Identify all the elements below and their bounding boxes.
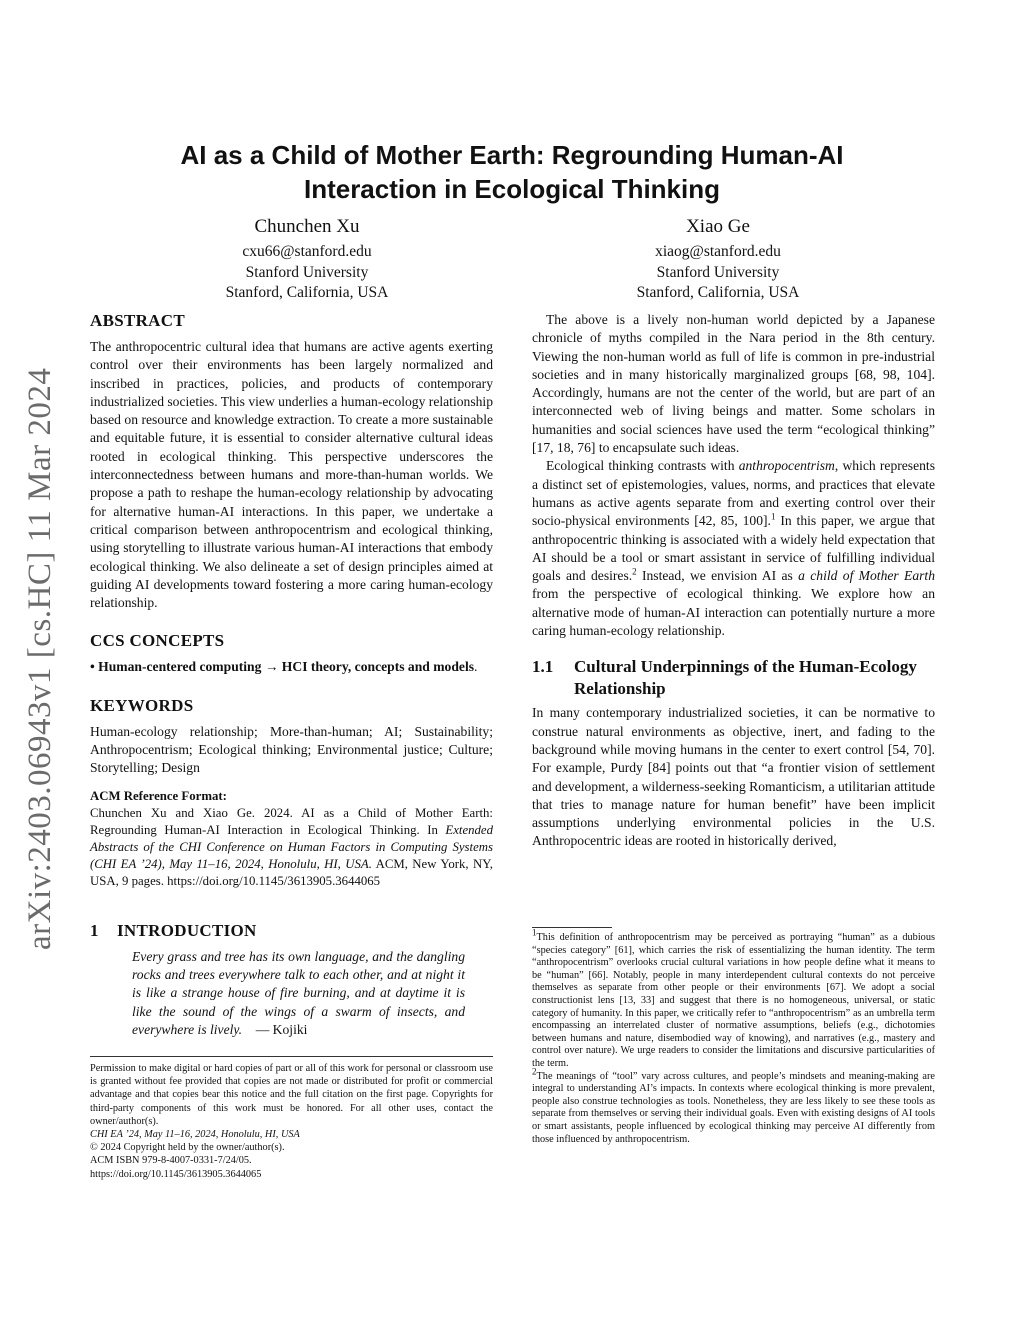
p2-c: , which represents a distinct set of epistemologies, values, norms, and practices that elevate humans as active agents separate from and exerting control over their socio-physical environments [42, 85, 100]. xyxy=(532,458,935,529)
subsection-heading xyxy=(532,656,935,700)
footnote-mark: 2 xyxy=(532,1066,537,1077)
p2-e: Instead, we envision AI as xyxy=(636,568,799,584)
isbn-line: ACM ISBN 979-8-4007-0331-7/24/05. xyxy=(90,1155,252,1167)
intro-number: 1 xyxy=(90,920,99,940)
intro-heading xyxy=(90,920,493,942)
acm-ref-tail: ACM, New York, NY, USA, 9 pages. https://doi.org/10.1145/3613905.3644065 xyxy=(90,856,493,888)
doi-link[interactable]: https://doi.org/10.1145/3613905.3644065 xyxy=(90,1168,262,1180)
acm-ref-italic: Extended Abstracts of the CHI Conference on Human Factors in Computing Systems (CHI EA ’24), May 11–16, 2024, Honolulu, HI, USA. xyxy=(90,822,493,871)
arxiv-stamp: arXiv:2403.06943v1 [cs.HC] 11 Mar 2024 xyxy=(22,367,58,950)
title-line-1: AI as a Child of Mother Earth: Regrounding Human-AI xyxy=(180,140,844,170)
footnote-divider xyxy=(532,927,612,928)
subsection-paragraph: In many contemporary industrialized societies, it can be normative to construe natural environments as objective, inert, and fading to the background while moving humans in the center to exert control [54, 70]. For example, Purdy [84] points out that “a frontier vision of settlement and development, a wilderness-seeking Romanticism, a utilitarian attitude that tries to manage nature for human benefit” have been implicit assumptions underlying environmental policies in the U.S. Anthropocentric ideas are rooted in historically derived, xyxy=(532,705,935,849)
acm-ref-text xyxy=(90,805,493,890)
intro-paragraph-1: The above is a lively non-human world depicted by a Japanese chronicle of myths compiled in the Nara period in the 8th century. Viewing the non-human world as full of life is common in pre-industrial societies and in many historically marginalized groups [68, 98, 104]. Accordingly, humans are not the center of the world, but are part of an interconnected web of living beings and matter. Some scholars in humanities and social sciences have used the term “ecological thinking” [17, 18, 76] to encapsulate such ideas. xyxy=(532,312,935,456)
author-email[interactable]: xiaog@stanford.edu xyxy=(655,243,781,260)
ccs-concepts xyxy=(90,658,493,676)
footnote-ref-1[interactable]: 1 xyxy=(770,511,776,522)
copyright-line: © 2024 Copyright held by the owner/author(s). xyxy=(90,1142,285,1154)
p2-b: anthropocentrism xyxy=(738,458,835,474)
author-block-2 xyxy=(553,215,883,304)
abstract-text: The anthropocentric cultural idea that humans are active agents exerting control over their environments has been largely normalized and inscribed in practices, policies, and products of contemporary industrialized societies. This view underlies a human-ecology relationship based on resource and knowledge extraction. To create a more sustainable and equitable future, it is essential to consider alternative cultural ideas rooted in ecological thinking. This perspective underscores the interconnectedness between humans and more-than-human worlds. We propose a path to reshape the human-ecology relationship by advocating for alternative human-AI interactions. In this paper, we undertake a critical comparison between anthropocentrism and ecological thinking, using storytelling to illustrate various human-AI interactions that embody ecological thinking. We also delineate a set of design principles aimed at guiding AI developments toward fostering a more caring human-ecology relationship. xyxy=(90,339,493,611)
p2-a: Ecological thinking contrasts with xyxy=(546,458,739,474)
abstract-heading: ABSTRACT xyxy=(90,311,185,330)
left-column xyxy=(90,310,493,1039)
keywords-heading: KEYWORDS xyxy=(90,695,194,715)
p2-f: a child of Mother Earth xyxy=(798,568,935,584)
paper-title xyxy=(90,138,934,206)
epigraph-text: Every grass and tree has its own language, and the dangling rocks and trees everywhere talk to each other, and at night it is like a strange house of fire burning, and at daytime it is like the sound of the wings of a swarm of insects, and everywhere is lively. xyxy=(132,948,465,1037)
footnote-2 xyxy=(532,1066,935,1147)
author-location: Stanford, California, USA xyxy=(636,284,800,301)
author-affiliation: Stanford University xyxy=(245,263,369,281)
epigraph-attribution: — Kojiki xyxy=(255,1021,308,1037)
ccs-text: Human-centered computing → HCI theory, concepts and models xyxy=(98,659,475,675)
author-name: Xiao Ge xyxy=(686,216,750,237)
author-block-1 xyxy=(142,215,472,304)
p2-d: In this paper, we argue that anthropocentric thinking is associated with a widely held expectation that AI should be a tool or smart assistant in service of fulfilling individual goals and desires. xyxy=(532,513,935,584)
intro-paragraph-2 xyxy=(532,457,935,640)
keywords-text: Human-ecology relationship; More-than-human; AI; Sustainability; Anthropocentrism; Ecological thinking; Environmental justice; Culture; Storytelling; Design xyxy=(90,723,493,776)
author-email[interactable]: cxu66@stanford.edu xyxy=(242,243,372,260)
footnote-1 xyxy=(532,927,935,1071)
permission-block xyxy=(90,1062,493,1181)
ccs-heading: CCS CONCEPTS xyxy=(90,631,225,651)
permission-text: Permission to make digital or hard copies of part or all of this work for personal or classroom use is granted without fee provided that copies are not made or distributed for profit or commercial advantage and that copies bear this notice and the full citation on the first page. Copyrights for third-party components of this work must be honored. For all other uses, contact the owner/author(s). xyxy=(90,1063,493,1127)
venue-line: CHI EA ’24, May 11–16, 2024, Honolulu, HI, USA xyxy=(90,1129,300,1141)
author-location: Stanford, California, USA xyxy=(225,284,389,301)
subsection-title: Cultural Underpinnings of the Human-Ecology Relationship xyxy=(574,657,917,699)
epigraph xyxy=(90,948,493,1039)
subsection-number: 1.1 xyxy=(532,657,554,677)
author-affiliation: Stanford University xyxy=(656,263,780,281)
author-name: Chunchen Xu xyxy=(254,216,360,237)
footnote-text: The meanings of “tool” vary across cultures, and people’s mindsets and meaning-making are integral to understanding AI’s impacts. In contexts where ecological thinking is more prevalent, people also construe technologies as tools. Nonetheless, they are less likely to see these tools as separate from themselves or serving their individual goals. Even with existing designs of AI tools or smart assistants, people influenced by ecological thinking may perceive AI differently from those influenced by anthropocentrism. xyxy=(532,1070,935,1145)
footnote-text: This definition of anthropocentrism may be perceived as portraying “human” as a dubious “species category” [61], which carries the risk of essentializing the human identity. The term “anthropocentrism” overlooks crucial cultural variations in how people define what it means to be “human” [66]. Notably, people in many interdependent cultural contexts do not perceive themselves as separate from other people or their environments [67]. We adopt a social constructionist lens [13, 33] and suggest that there is no homogeneous, universal, or static category of humanity. In this paper, we critically refer to “anthropocentrism” as an umbrella term encompassing an interrelated cluster of normative assumptions, beliefs (e.g., dichotomies between humans and nature, disembodied way of knowing), and narratives (e.g., mastery and control over nature). We urge readers to consider the limitations and discursive particularities of the term. xyxy=(532,932,935,1069)
acm-ref-heading: ACM Reference Format: xyxy=(90,788,227,803)
right-column xyxy=(532,311,935,851)
ccs-period: . xyxy=(474,659,478,675)
footnote-ref-2[interactable]: 2 xyxy=(632,566,637,577)
p2-g: from the perspective of ecological thinking. We explore how an alternative mode of human-AI interaction can potentially nurture a more caring human-ecology relationship. xyxy=(532,586,935,639)
acm-ref-plain: Chunchen Xu and Xiao Ge. 2024. AI as a Child of Mother Earth: Regrounding Human-AI Interaction in Ecological Thinking. In xyxy=(90,805,493,837)
footnotes xyxy=(532,927,935,1146)
title-line-2: Interaction in Ecological Thinking xyxy=(303,174,721,204)
footnote-mark: 1 xyxy=(532,927,537,938)
intro-title: INTRODUCTION xyxy=(117,920,257,940)
ccs-bullet: • xyxy=(90,659,95,675)
permission-divider xyxy=(90,1056,493,1057)
